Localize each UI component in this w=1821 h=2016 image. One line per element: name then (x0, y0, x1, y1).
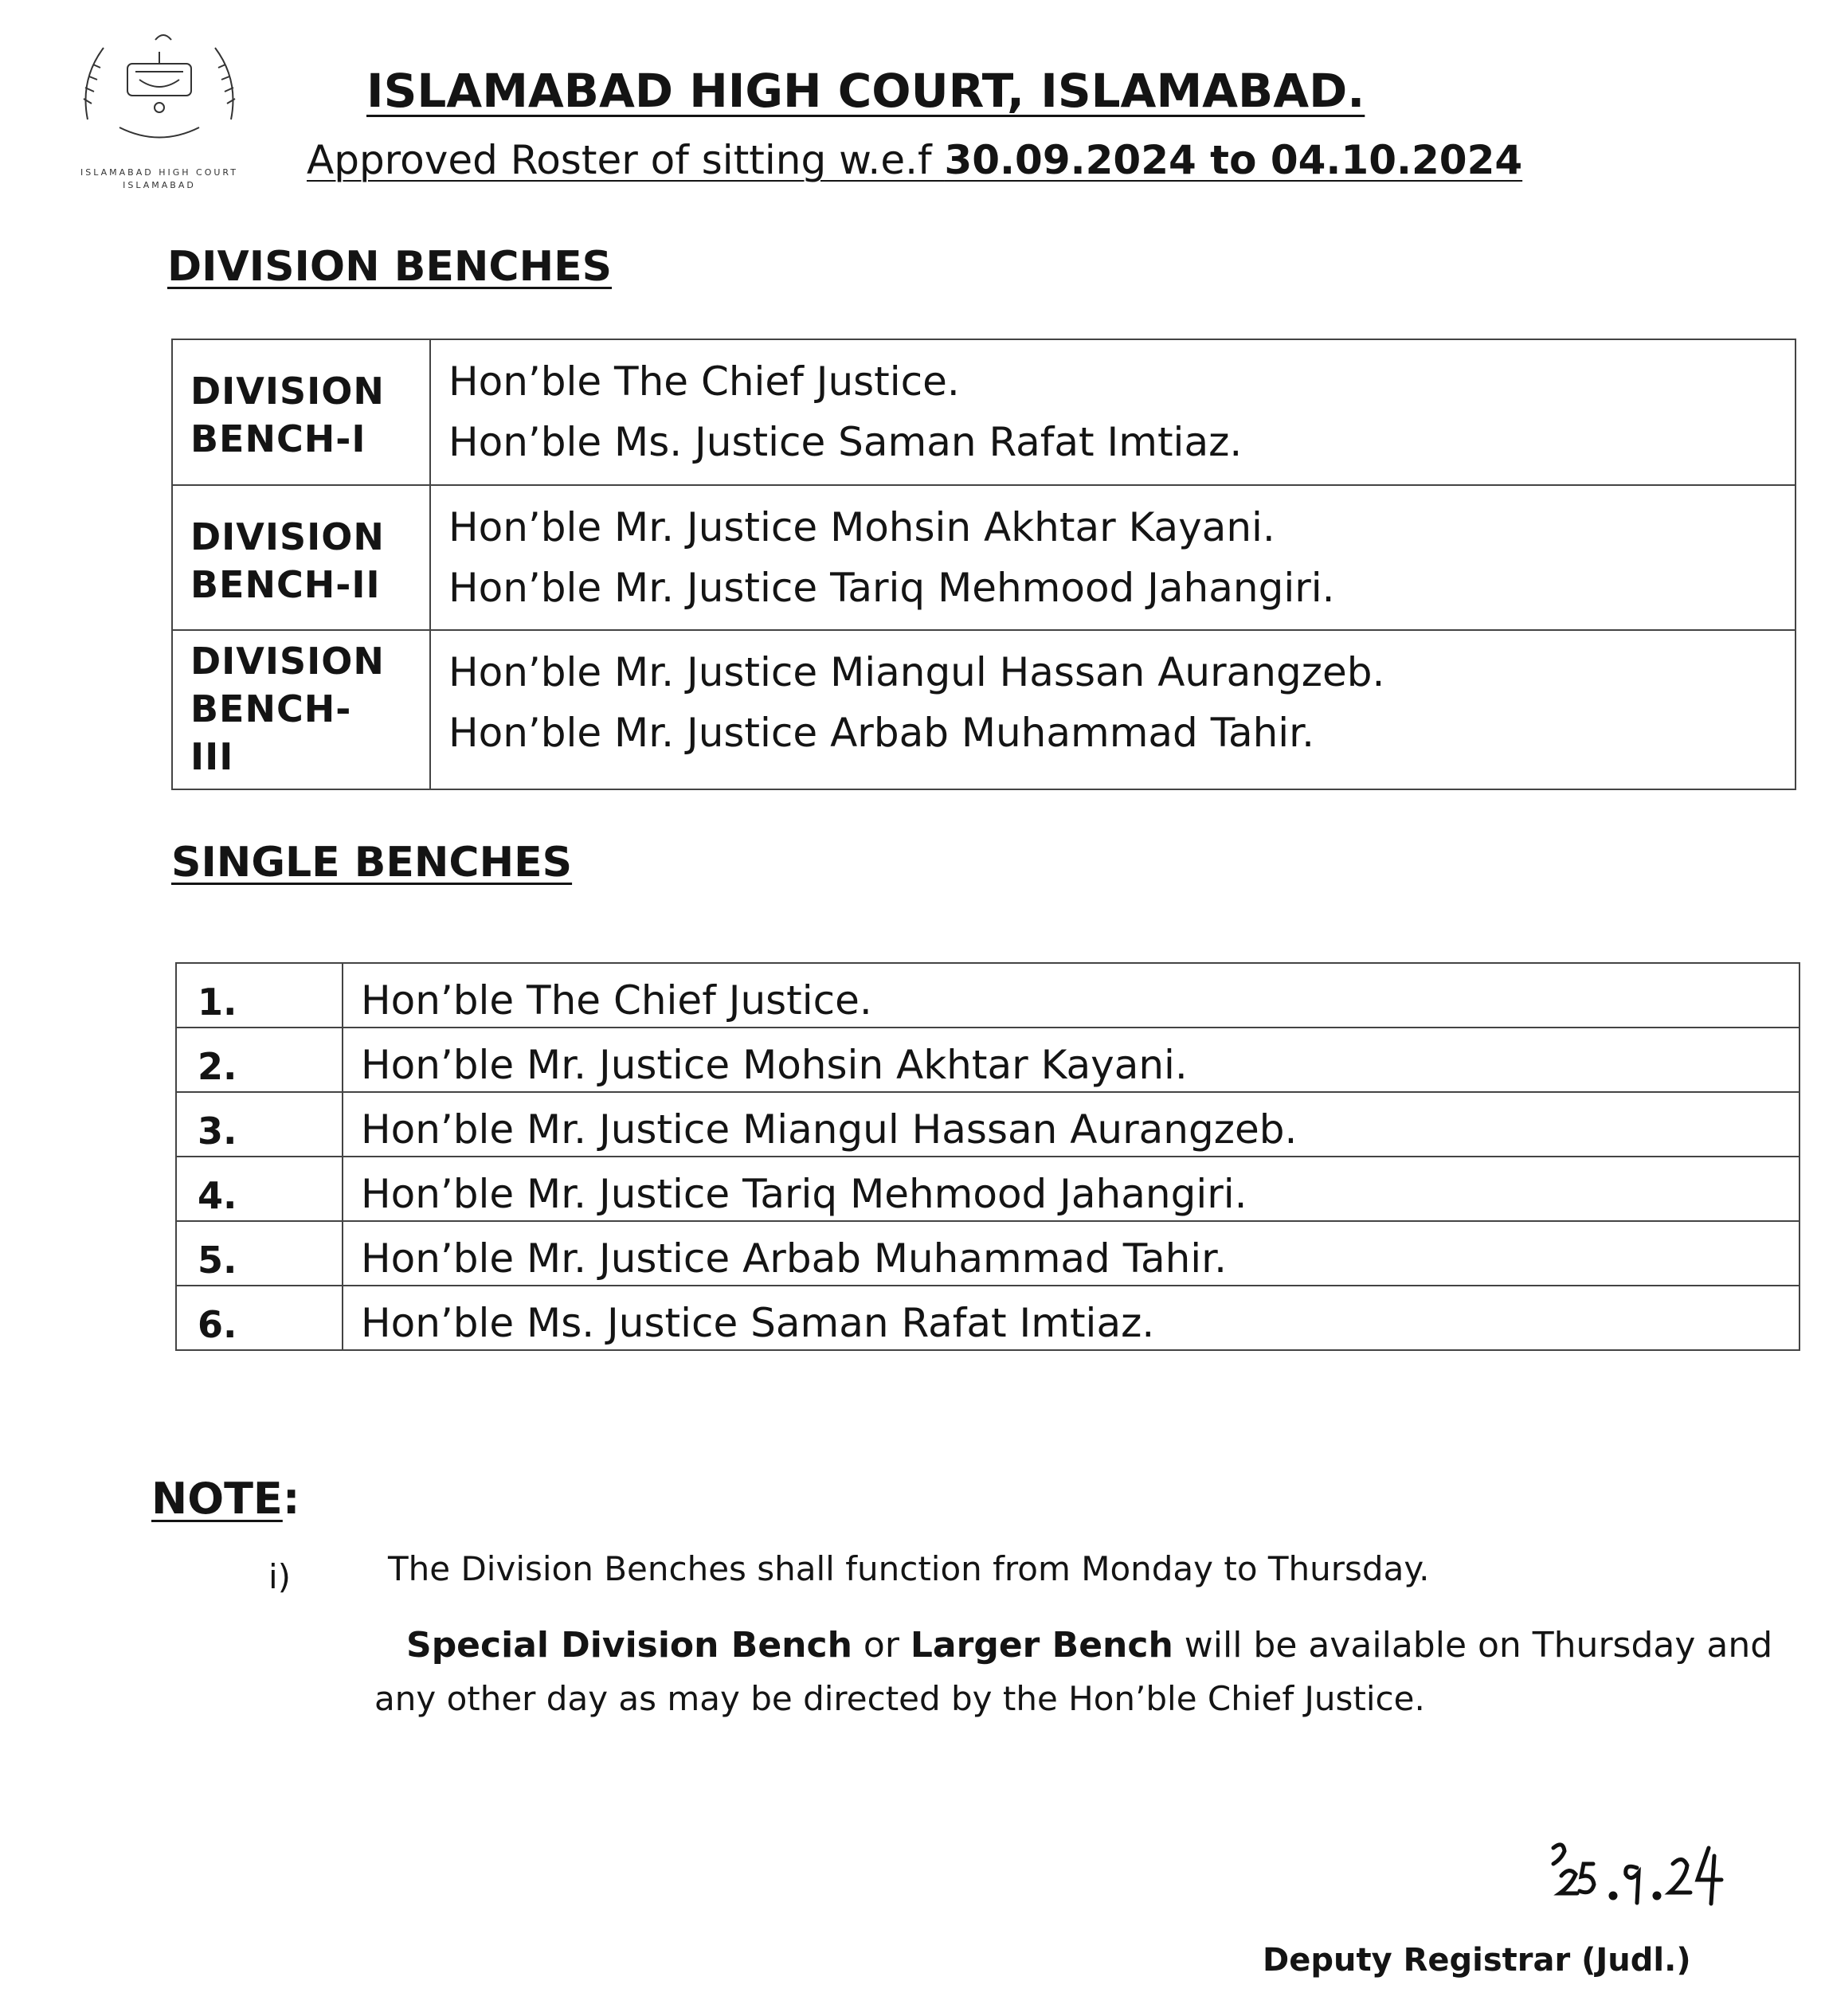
court-logo (48, 24, 271, 207)
bench-label-line: DIVISION (190, 515, 385, 558)
roster-dates: 30.09.2024 to 04.10.2024 (944, 137, 1523, 183)
bench-label (172, 630, 430, 789)
single-bench-row (176, 1157, 1799, 1221)
single-benches-table (175, 962, 1800, 1351)
handwritten-signature (1537, 1832, 1776, 1912)
judge-name: Hon’ble Ms. Justice Saman Rafat Imtiaz. (343, 1286, 1799, 1350)
bench-label (172, 485, 430, 630)
judge-name: Hon’ble Mr. Justice Miangul Hassan Aurangzeb. (448, 649, 1385, 695)
bench-label-line: DIVISION (190, 370, 385, 413)
bench-judges (430, 339, 1796, 485)
note-item-text: The Division Benches shall function from Monday to Thursday. (388, 1549, 1430, 1588)
bench-label-line: BENCH- (190, 687, 352, 730)
division-benches-heading: DIVISION BENCHES (167, 243, 613, 291)
single-bench-row (176, 1221, 1799, 1286)
single-bench-row (176, 963, 1799, 1028)
bench-label-line: DIVISION (190, 640, 385, 683)
note-special-bench-line1 (406, 1625, 1772, 1666)
bench-label-line: BENCH-I (190, 417, 366, 460)
note-heading-text: NOTE (151, 1474, 283, 1524)
judge-name: Hon’ble Mr. Justice Arbab Muhammad Tahir. (448, 710, 1315, 756)
judge-name: Hon’ble Mr. Justice Mohsin Akhtar Kayani. (343, 1028, 1799, 1092)
division-benches-table (171, 339, 1796, 790)
bench-label-line: III (190, 735, 234, 778)
bench-judges (430, 630, 1796, 789)
logo-caption-city: ISLAMABAD (123, 180, 196, 190)
division-bench-row (172, 339, 1796, 485)
judge-name: Hon’ble The Chief Justice. (343, 963, 1799, 1028)
single-bench-row (176, 1286, 1799, 1350)
bench-number: 2. (176, 1028, 343, 1092)
signature-scribble-icon (1537, 1832, 1776, 1912)
bench-number: 6. (176, 1286, 343, 1350)
note-heading-colon: : (282, 1474, 300, 1524)
division-bench-row (172, 630, 1796, 789)
note-heading (151, 1474, 300, 1524)
larger-bench-text: Larger Bench (910, 1625, 1173, 1666)
signatory-title: Deputy Registrar (Judl.) (1263, 1942, 1691, 1979)
judge-name: Hon’ble Mr. Justice Miangul Hassan Aurangzeb. (343, 1092, 1799, 1157)
judge-name: Hon’ble Mr. Justice Arbab Muhammad Tahir. (343, 1221, 1799, 1286)
single-bench-row (176, 1028, 1799, 1092)
special-division-bench-text: Special Division Bench (406, 1625, 852, 1666)
roster-prefix: Approved Roster of sitting w.e.f (307, 137, 945, 183)
bench-number: 3. (176, 1092, 343, 1157)
roster-subtitle (307, 137, 1522, 183)
bench-number: 5. (176, 1221, 343, 1286)
judge-name: Hon’ble Mr. Justice Mohsin Akhtar Kayani. (448, 504, 1275, 550)
bench-label (172, 339, 430, 485)
bench-number: 1. (176, 963, 343, 1028)
bench-judges (430, 485, 1796, 630)
judge-name: Hon’ble The Chief Justice. (448, 358, 960, 405)
or-text: or (852, 1625, 910, 1666)
note-item-number: i) (268, 1557, 292, 1596)
judge-name: Hon’ble Mr. Justice Tariq Mehmood Jahangiri. (343, 1157, 1799, 1221)
division-bench-row (172, 485, 1796, 630)
logo-caption: ISLAMABAD HIGH COURT (80, 167, 238, 178)
bench-number: 4. (176, 1157, 343, 1221)
bench-label-line: BENCH-II (190, 563, 381, 606)
judge-name: Hon’ble Ms. Justice Saman Rafat Imtiaz. (448, 419, 1243, 465)
single-bench-row (176, 1092, 1799, 1157)
note-special-bench-line2: any other day as may be directed by the Hon’ble Chief Justice. (374, 1679, 1425, 1718)
judge-name: Hon’ble Mr. Justice Tariq Mehmood Jahangiri. (448, 565, 1335, 611)
availability-text: will be available on Thursday and (1173, 1625, 1773, 1666)
court-emblem-icon (72, 24, 247, 151)
court-title: ISLAMABAD HIGH COURT, ISLAMABAD. (366, 64, 1365, 118)
single-benches-heading: SINGLE BENCHES (171, 839, 573, 887)
